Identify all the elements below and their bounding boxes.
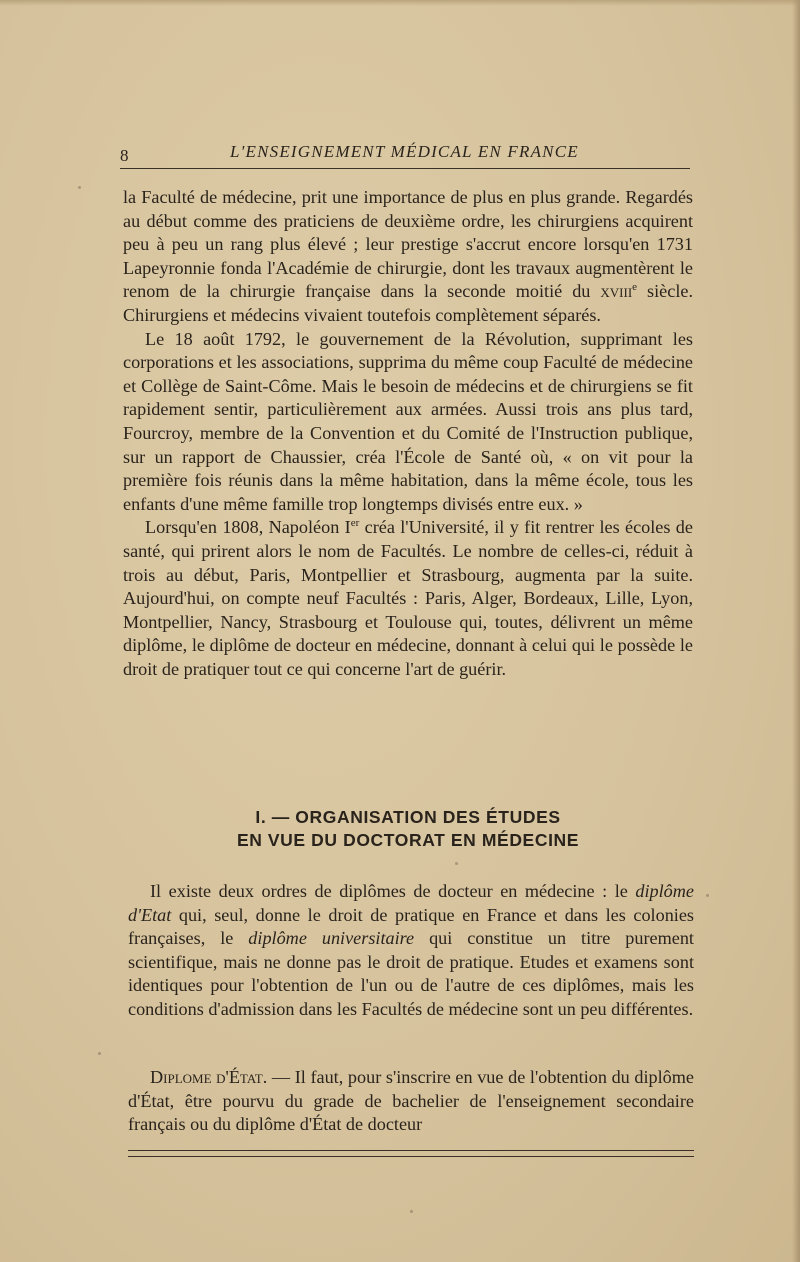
century-numeral: xviii <box>600 281 633 302</box>
paragraph-3-text: créa l'Université, il y fit rentrer les écoles de santé, qui prirent alors le nom de Facultés. Le nombre de celles-ci, réduit à trois au début, Paris, Montpellier et Strasbourg, augmenta par la suite. Aujourd'hui, on compte neuf Facultés : Paris, Alger, Bordeaux, Lille, Lyon, Montpellier, Nancy, Strasbourg et Toulouse qui, toutes, délivrent un même diplôme, le diplôme de docteur en médecine, donnant à celui qui le possède le droit de pratiquer tout ce qui concerne l'art de guérir. <box>123 517 693 679</box>
section-paragraph-part-2: qui, seul, donne le droit de pratique en France et dans les colonies françaises, le <box>128 904 694 949</box>
diplome-lead-smallcaps: Diplome d'État. <box>150 1067 268 1087</box>
paragraph-1 <box>123 186 693 328</box>
paragraph-1-text: la Faculté de médecine, prit une importance de plus en plus grande. Regardés au début comme des praticiens de deuxième ordre, les chirurgiens acquirent peu à peu un rang plus élevé ; leur prestige s'accrut encore lorsqu'en 1731 Lapeyronnie fonda l'Académie de chirurgie, dont les travaux augmentèrent le renom de la chirurgie française dans la seconde moitié du <box>123 187 693 302</box>
paragraph-3-start: Lorsqu'en 1808, Napoléon <box>145 517 345 538</box>
paragraph-2: Le 18 août 1792, le gouvernement de la Révolution, supprimant les corporations et les associations, supprima du même coup Faculté de médecine et Collège de Saint-Côme. Mais le besoin de médecins et de chirurgiens se fit rapidement sentir, particulièrement aux armées. Aussi trois ans plus tard, Fourcroy, membre de la Convention et du Comité de l'Instruction publique, sur un rapport de Chaussier, créa l'École de Santé où, « on vit pour la première fois réunis dans la même habitation, dans la même école, tous les enfants d'une même famille trop longtemps divisés entre eux. » <box>123 328 693 514</box>
paper-speck <box>455 862 458 865</box>
diplome-etat-italic: diplôme d'Etat <box>128 881 694 925</box>
paragraph-1-end: siècle. Chirurgiens et médecins vivaient toutefois complètement séparés. <box>123 281 693 325</box>
page-top-shadow <box>0 0 800 6</box>
page-header <box>120 140 690 168</box>
section-paragraph-part-1: Il existe deux ordres de diplômes de docteur en médecine : le <box>150 881 636 901</box>
section-heading-line-2: EN VUE DU DOCTORAT EN MÉDECINE <box>236 830 580 850</box>
paper-speck <box>98 1052 101 1055</box>
paper-speck <box>410 1210 413 1213</box>
header-rule <box>120 168 690 169</box>
diplome-universitaire-italic: diplôme universitaire <box>248 928 415 949</box>
section-heading <box>123 806 693 852</box>
page-number: 8 <box>120 146 129 165</box>
diplome-paragraph <box>128 1066 694 1137</box>
footer-double-rule <box>128 1150 694 1157</box>
section-heading-line-1: I. — ORGANISATION DES ÉTUDES <box>255 807 561 827</box>
section-paragraph <box>128 880 694 1022</box>
paper-speck <box>78 186 81 189</box>
diplome-paragraph-text: — Il faut, pour s'inscrire en vue de l'obtention du diplôme d'État, être pourvu du grade de bachelier de l'enseignement secondaire français ou du diplôme d'État de docteur <box>128 1067 694 1135</box>
century-superscript: e <box>632 281 638 294</box>
roman-numeral: I <box>344 517 351 538</box>
paragraph-3 <box>123 516 693 681</box>
section-paragraph-part-3: qui constitue un titre purement scientifique, mais ne donne pas le droit de pratique. Etudes et examens sont identiques pour l'obtention de l'un ou de l'autre de ces diplômes, mais les conditions d'admission dans les Facultés de médecine sont un peu différentes. <box>128 928 694 1019</box>
running-title: L'ENSEIGNEMENT MÉDICAL EN FRANCE <box>230 142 579 161</box>
roman-superscript: er <box>350 517 360 530</box>
paper-speck <box>706 894 709 897</box>
body-text-top <box>123 186 693 681</box>
page-right-shadow <box>792 0 800 1262</box>
